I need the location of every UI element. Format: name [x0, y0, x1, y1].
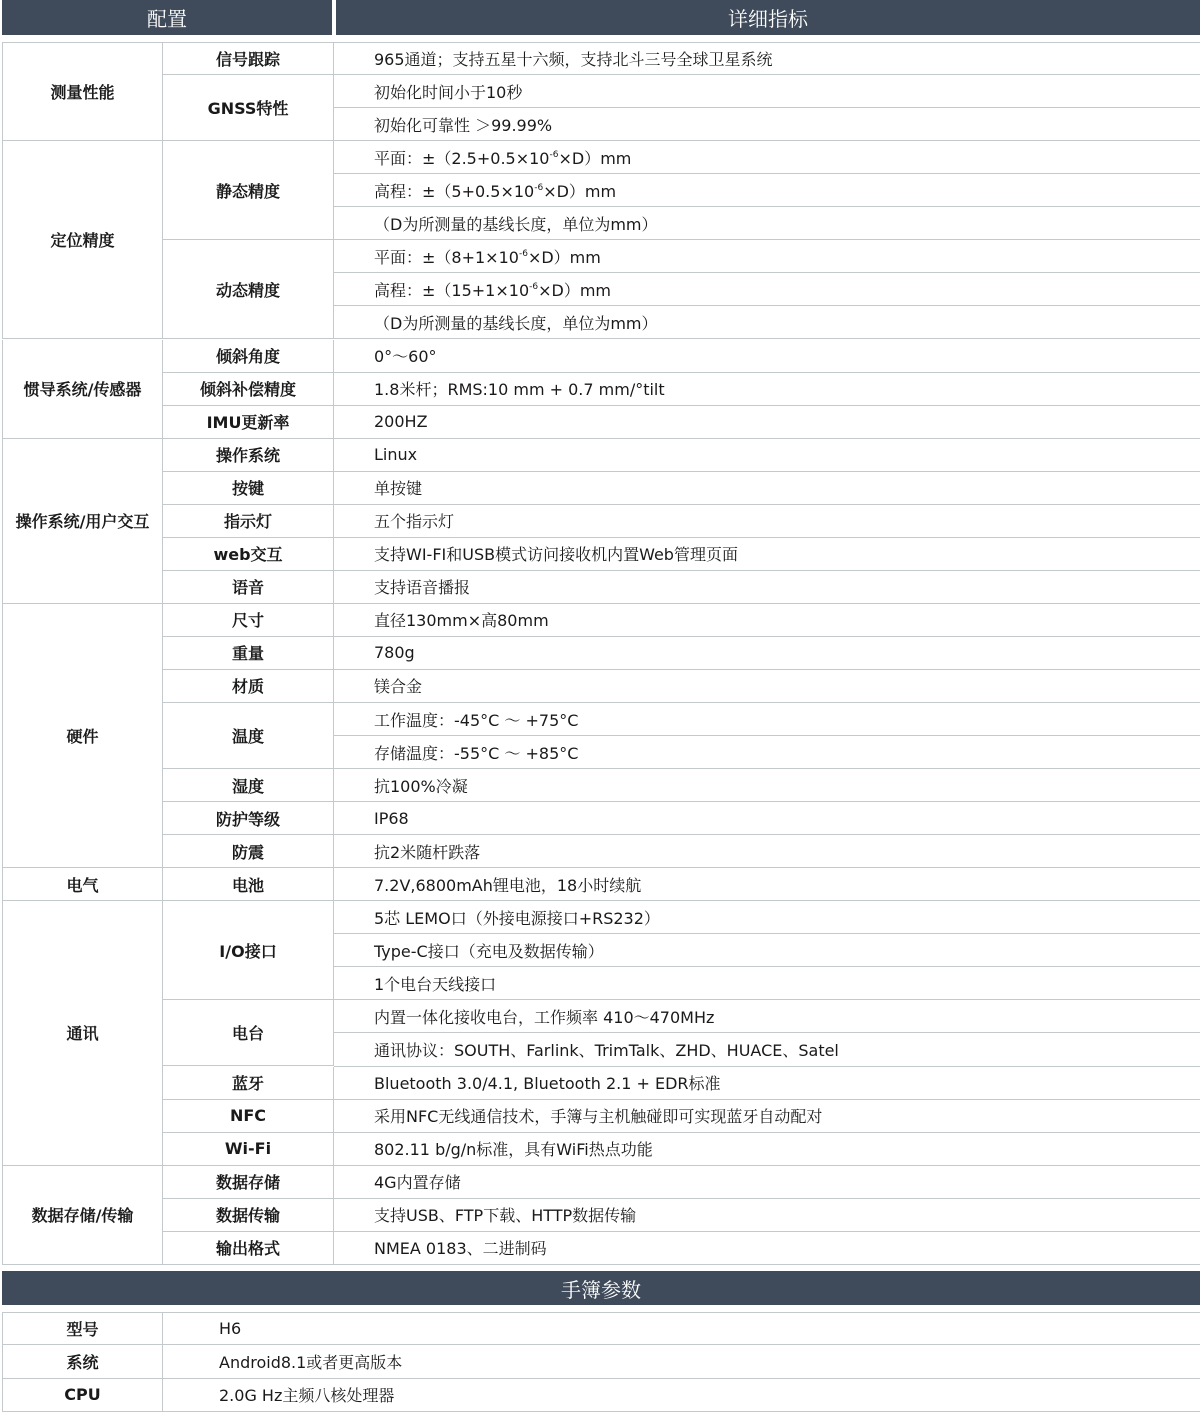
row-value: 镁合金: [334, 670, 1200, 703]
handbook-title: 手簿参数: [2, 1271, 1200, 1305]
row-value: IP68: [334, 802, 1200, 835]
handbook-value: 2.0G Hz主频八核处理器: [163, 1379, 1200, 1412]
row-value: 4G内置存储: [334, 1166, 1200, 1199]
row-label: NFC: [163, 1100, 334, 1133]
section-label: 定位精度: [2, 141, 163, 339]
row-label: 操作系统: [163, 439, 334, 472]
row-label: 数据传输: [163, 1199, 334, 1232]
row-value: （D为所测量的基线长度，单位为mm）: [334, 306, 1200, 339]
row-label: 防护等级: [163, 802, 334, 835]
row-value: 工作温度：-45°C ～ +75°C: [334, 703, 1200, 736]
row-label: 尺寸: [163, 604, 334, 637]
section-label: 数据存储/传输: [2, 1166, 163, 1265]
row-value: 0°～60°: [334, 340, 1200, 373]
row-value: Type-C接口（充电及数据传输）: [334, 934, 1200, 967]
section-label: 测量性能: [2, 42, 163, 141]
row-value: 高程：±（5+0.5×10 $^{-6}$ ×D）mm: [334, 174, 1200, 207]
row-value: 通讯协议：SOUTH、Farlink、TrimTalk、ZHD、HUACE、Satel: [334, 1034, 1200, 1067]
row-value: 支持USB、FTP下载、HTTP数据传输: [334, 1199, 1200, 1232]
row-label: 动态精度: [163, 240, 334, 339]
row-label: 倾斜角度: [163, 340, 334, 373]
row-label: 输出格式: [163, 1232, 334, 1265]
row-value: 965通道；支持五星十六频，支持北斗三号全球卫星系统: [334, 42, 1200, 75]
row-value: 780g: [334, 637, 1200, 670]
handbook-label: CPU: [2, 1379, 163, 1412]
row-value: Bluetooth 3.0/4.1, Bluetooth 2.1 + EDR标准: [334, 1067, 1200, 1100]
row-value: 7.2V,6800mAh锂电池，18小时续航: [334, 868, 1200, 901]
row-value: Linux: [334, 439, 1200, 472]
row-label: GNSS特性: [163, 75, 334, 141]
header-config: 配置: [2, 0, 332, 35]
handbook-value: H6: [163, 1312, 1200, 1345]
row-label: 电台: [163, 1000, 334, 1066]
row-label: I/O接口: [163, 901, 334, 1000]
row-value: 五个指示灯: [334, 505, 1200, 538]
row-label: 语音: [163, 571, 334, 604]
handbook-value: Android8.1或者更高版本: [163, 1345, 1200, 1378]
row-value: 5芯 LEMO口（外接电源接口+RS232）: [334, 901, 1200, 934]
section-label: 惯导系统/传感器: [2, 340, 163, 439]
row-label: 温度: [163, 703, 334, 769]
row-label: 电池: [163, 868, 334, 901]
row-value: 平面：±（8+1×10 $^{-6}$ ×D）mm: [334, 240, 1200, 273]
row-label: 材质: [163, 670, 334, 703]
row-value: 直径130mm×高80mm: [334, 604, 1200, 637]
row-value: 初始化时间小于10秒: [334, 75, 1200, 108]
row-value: 1.8米杆；RMS:10 mm + 0.7 mm/°tilt: [334, 373, 1200, 406]
row-label: 蓝牙: [163, 1067, 334, 1100]
row-label: 信号跟踪: [163, 42, 334, 75]
row-value: NMEA 0183、二进制码: [334, 1232, 1200, 1265]
row-value: 支持语音播报: [334, 571, 1200, 604]
section-label: 通讯: [2, 901, 163, 1165]
row-value: 采用NFC无线通信技术，手簿与主机触碰即可实现蓝牙自动配对: [334, 1100, 1200, 1133]
section-label: 硬件: [2, 604, 163, 868]
row-value: 单按键: [334, 472, 1200, 505]
row-value: 802.11 b/g/n标准，具有WiFi热点功能: [334, 1133, 1200, 1166]
section-label: 电气: [2, 868, 163, 901]
row-value: 抗2米随杆跌落: [334, 835, 1200, 868]
row-value: 1个电台天线接口: [334, 967, 1200, 1000]
handbook-label: 型号: [2, 1312, 163, 1345]
row-label: Wi-Fi: [163, 1133, 334, 1166]
row-value: 抗100%冷凝: [334, 769, 1200, 802]
header-detail: 详细指标: [336, 0, 1200, 35]
row-label: web交互: [163, 538, 334, 571]
handbook-label: 系统: [2, 1345, 163, 1378]
row-value: 平面：±（2.5+0.5×10 $^{-6}$ ×D）mm: [334, 141, 1200, 174]
row-value: 200HZ: [334, 406, 1200, 439]
row-value: 支持WI-FI和USB模式访问接收机内置Web管理页面: [334, 538, 1200, 571]
row-value: 存储温度：-55°C ～ +85°C: [334, 736, 1200, 769]
row-label: 湿度: [163, 769, 334, 802]
row-value: （D为所测量的基线长度，单位为mm）: [334, 207, 1200, 240]
row-label: 静态精度: [163, 141, 334, 240]
row-label: 防震: [163, 835, 334, 868]
row-label: 重量: [163, 637, 334, 670]
row-value: 内置一体化接收电台，工作频率 410～470MHz: [334, 1000, 1200, 1033]
row-label: 按键: [163, 472, 334, 505]
row-label: 数据存储: [163, 1166, 334, 1199]
section-label: 操作系统/用户交互: [2, 439, 163, 604]
row-value: 高程：±（15+1×10 $^{-6}$ ×D）mm: [334, 273, 1200, 306]
row-label: 指示灯: [163, 505, 334, 538]
row-label: IMU更新率: [163, 406, 334, 439]
row-label: 倾斜补偿精度: [163, 373, 334, 406]
row-value: 初始化可靠性 ＞99.99%: [334, 108, 1200, 141]
